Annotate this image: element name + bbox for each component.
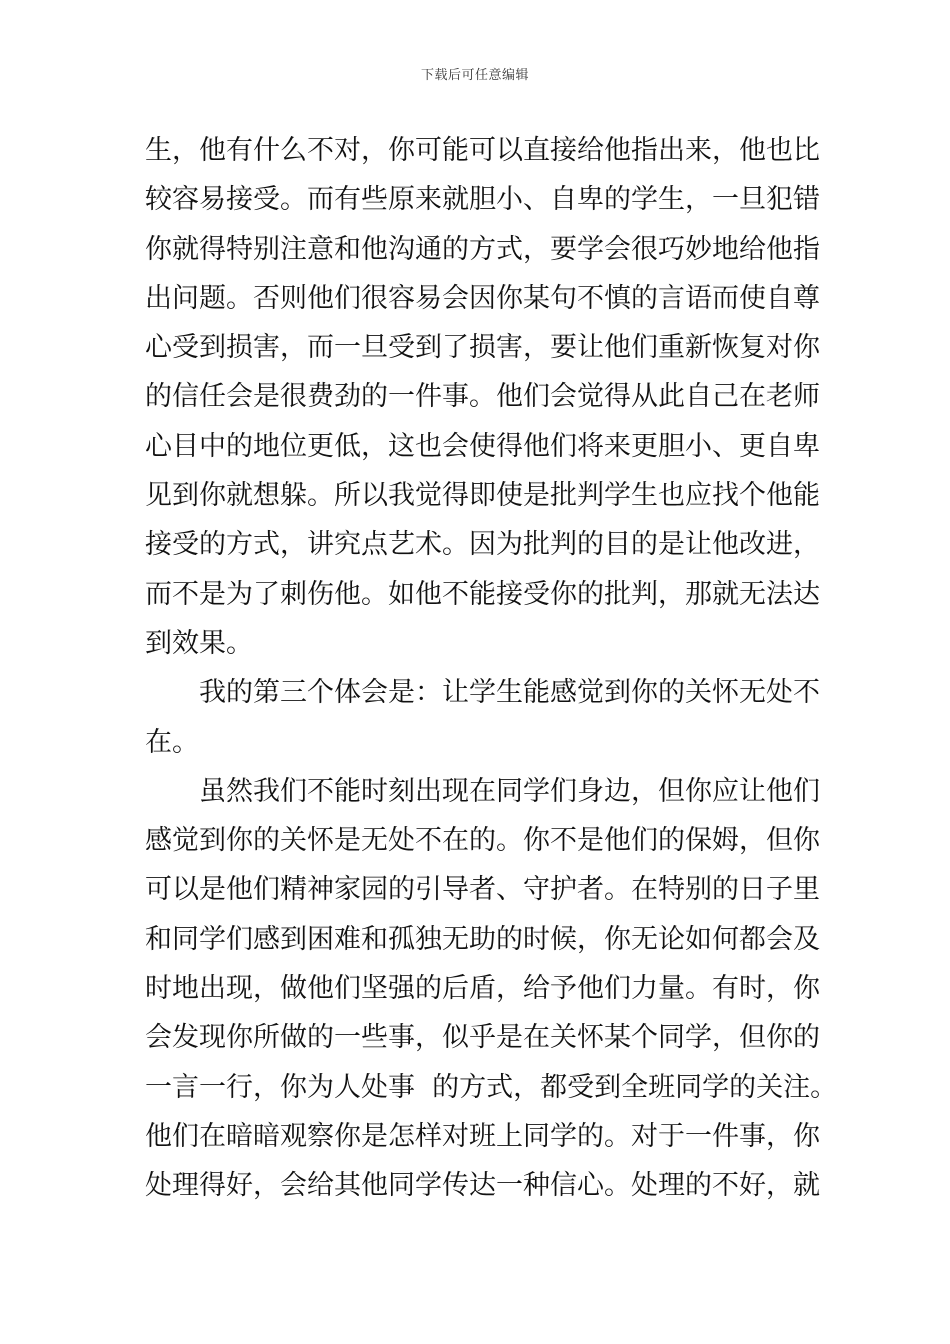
text-line: 他们在暗暗观察你是怎样对班上同学的。对于一件事，你: [145, 1120, 820, 1152]
text-line: 的信任会是很费劲的一件事。他们会觉得从此自己在老师: [145, 381, 820, 413]
text-line: 会发现你所做的一些事，似乎是在关怀某个同学，但你的: [145, 1022, 820, 1054]
text-line: 出问题。否则他们很容易会因你某句不慎的言语而使自尊: [145, 282, 820, 314]
text-line: 你就得特别注意和他沟通的方式，要学会很巧妙地给他指: [145, 233, 820, 265]
text-line: 而不是为了刺伤他。如他不能接受你的批判，那就无法达: [145, 578, 820, 610]
text-line: 心受到损害，而一旦受到了损害，要让他们重新恢复对你: [145, 332, 820, 364]
text-line: 较容易接受。而有些原来就胆小、自卑的学生，一旦犯错: [145, 184, 820, 216]
body-text: [145, 126, 838, 1211]
text-line: 和同学们感到困难和孤独无助的时候，你无论如何都会及: [145, 923, 820, 955]
text-line: 一言一行，你为人处事 的方式，都受到全班同学的关注。: [145, 1071, 838, 1103]
text-line: 时地出现，做他们坚强的后盾，给予他们力量。有时，你: [145, 973, 820, 1005]
paragraph-first-line: 虽然我们不能时刻出现在同学们身边，但你应让他们: [199, 775, 820, 807]
text-line: 处理得好，会给其他同学传达一种信心。处理的不好，就: [145, 1170, 820, 1202]
paragraph-first-line: 我的第三个体会是：让学生能感觉到你的关怀无处不: [199, 677, 820, 709]
text-line: 可以是他们精神家园的引导者、守护者。在特别的日子里: [145, 874, 820, 906]
text-line: 生，他有什么不对，你可能可以直接给他指出来，他也比: [145, 135, 820, 166]
text-line: 到效果。: [145, 627, 253, 659]
text-line: 心目中的地位更低，这也会使得他们将来更胆小、更自卑: [145, 430, 820, 462]
text-line: 见到你就想躲。所以我觉得即使是批判学生也应找个他能: [145, 480, 820, 512]
text-line: 在。: [145, 726, 199, 758]
text-line: 接受的方式，讲究点艺术。因为批判的目的是让他改进，: [145, 529, 820, 561]
text-line: 感觉到你的关怀是无处不在的。你不是他们的保姆，但你: [145, 825, 820, 857]
page-header: 下载后可任意编辑: [420, 68, 529, 83]
